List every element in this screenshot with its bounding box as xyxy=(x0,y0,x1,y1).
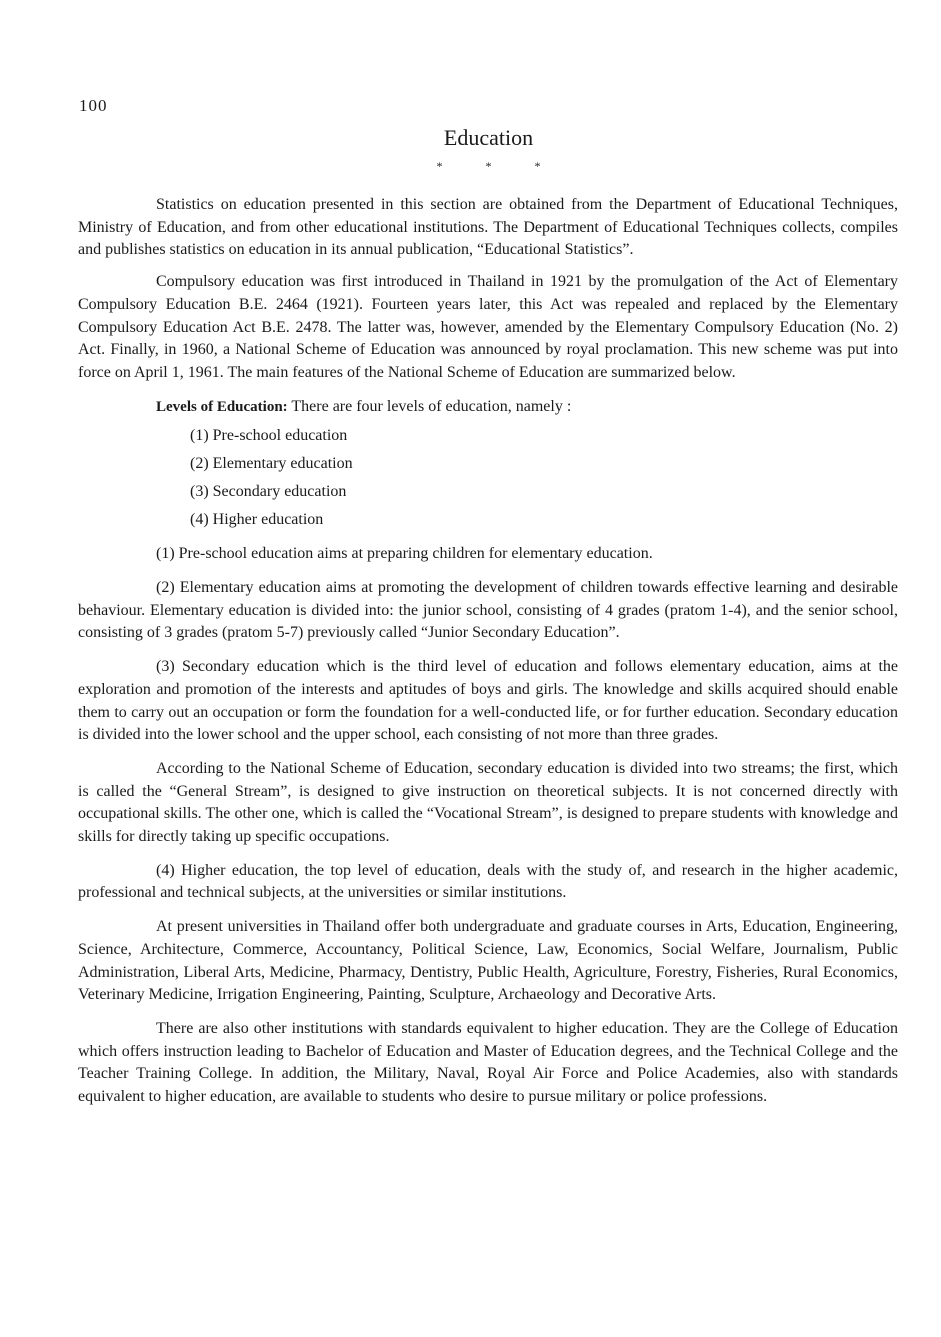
other-institutions-paragraph: There are also other institutions with standards equivalent to higher education. They are the College of Education which offers instruction leading to Bachelor of Education and Master of Education degrees, and the Technical College and the Teacher Training College. In addition, the Military, Naval, Royal Air Force and Police Academies, also with standards equivalent to higher education, are available to students who desire to pursue military or police professions. xyxy=(78,1019,898,1106)
list-item: (4) Higher education xyxy=(190,511,324,529)
levels-intro xyxy=(78,396,898,419)
levels-list xyxy=(78,422,898,534)
page-title: Education xyxy=(443,125,534,150)
levels-heading: Levels of Education: xyxy=(156,398,288,415)
universities-paragraph: At present universities in Thailand offer both undergraduate and graduate courses in Arts, Education, Engineering, Science, Architecture, Commerce, Accountancy, Political Science, Law, Economics, Social Welfare, Journalism, Public Administration, Liberal Arts, Medicine, Pharmacy, Dentistry, Public Health, Agriculture, Forestry, Fisheries, Rural Economics, Veterinary Medicine, Irrigation Engineering, Painting, Sculpture, Archaeology and Decorative Arts. xyxy=(78,918,898,1004)
list-item: (3) Secondary education xyxy=(190,483,347,501)
page-number: 100 xyxy=(79,96,108,115)
preschool-paragraph: (1) Pre-school education aims at preparing children for elementary education. xyxy=(156,545,653,563)
list-item: (2) Elementary education xyxy=(190,455,353,473)
levels-text: There are four levels of education, namely : xyxy=(291,397,572,415)
elementary-paragraph: (2) Elementary education aims at promoting the development of children towards effective learning and desirable behaviour. Elementary education is divided into: the junior school, consisting of 4 grades (pratom 1-4), and the senior school, consisting of 3 grades (pratom 5-7) previously called “Junior Secondary Education”. xyxy=(78,579,898,642)
title-separator: * * * xyxy=(436,159,561,173)
intro-paragraph-1: Statistics on education presented in this section are obtained from the Department of Educational Techniques, Ministry of Education, and from other educational institutions. The Department of Educational Techniques collects, compiles and publishes statistics on education in its annual publication, “Educational Statistics”. xyxy=(78,196,898,259)
secondary-paragraph: (3) Secondary education which is the third level of education and follows elementary education, aims at the exploration and promotion of the interests and aptitudes of boys and girls. The knowledge and skills acquired should enable them to carry out an occupation or form the foundation for a well-conducted life, or for further education. Secondary education is divided into the lower school and the upper school, each consisting of not more than three grades. xyxy=(78,658,898,744)
higher-education-paragraph: (4) Higher education, the top level of education, deals with the study of, and research in the higher academic, professional and technical subjects, at the universities or similar institutions. xyxy=(78,861,898,902)
list-item: (1) Pre-school education xyxy=(190,427,348,445)
intro-paragraph-2: Compulsory education was first introduced in Thailand in 1921 by the promulgation of the Act of Elementary Compulsory Education B.E. 2464 (1921). Fourteen years later, this Act was repealed and replaced by the Elementary Compulsory Education Act B.E. 2478. The latter was, however, amended by the Elementary Compulsory Education (No. 2) Act. Finally, in 1960, a National Scheme of Education was announced by royal proclamation. This new scheme was put into force on April 1, 1961. The main features of the National Scheme of Education are summarized below. xyxy=(78,273,898,381)
streams-paragraph: According to the National Scheme of Education, secondary education is divided into two streams; the first, which is called the “General Stream”, is designed to give instruction on theoretical subjects. It is not concerned directly with occupational skills. The other one, which is called the “Vocational Stream”, is designed to prepare students with knowledge and skills for directly taking up specific occupations. xyxy=(78,759,898,846)
body-text xyxy=(78,194,898,1120)
